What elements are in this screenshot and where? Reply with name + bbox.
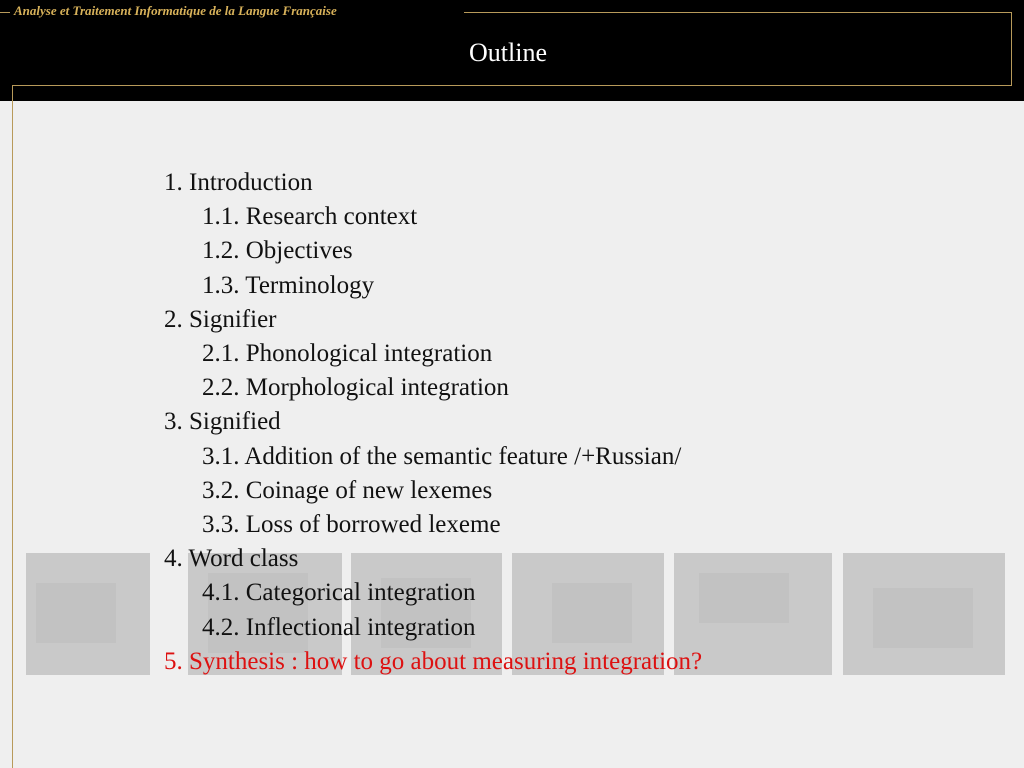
outline-item-1-1: 1.1. Research context <box>202 203 418 231</box>
frame-line-left <box>12 85 13 768</box>
outline-item-4-2: 4.2. Inflectional integration <box>202 613 476 641</box>
frame-line-top-left <box>0 12 10 13</box>
frame-line-top-right <box>464 12 1012 13</box>
outline-item-2-1: 2.1. Phonological integration <box>202 340 493 368</box>
frame-line-header-bottom <box>12 85 1012 86</box>
outline-item-5-current: 5. Synthesis : how to go about measuring integration? <box>164 647 703 675</box>
outline-item-3-3: 3.3. Loss of borrowed lexeme <box>202 511 501 539</box>
slide-title: Outline <box>469 38 547 67</box>
outline-item-1: 1. Introduction <box>164 169 313 196</box>
background-photo-tile <box>843 553 1005 675</box>
outline-item-3-2: 3.2. Coinage of new lexemes <box>202 476 493 504</box>
background-photo-tile <box>26 553 150 675</box>
outline-item-2-2: 2.2. Morphological integration <box>202 374 509 402</box>
outline-item-3: 3. Signified <box>164 408 281 436</box>
outline-item-4-1: 4.1. Categorical integration <box>202 579 476 607</box>
outline-list <box>164 166 702 679</box>
outline-item-1-2: 1.2. Objectives <box>202 237 353 265</box>
outline-item-4: 4. Word class <box>164 545 299 573</box>
outline-item-2: 2. Signifier <box>164 305 277 333</box>
course-title: Analyse et Traitement Informatique de la Langue Française <box>14 3 337 18</box>
outline-item-3-1: 3.1. Addition of the semantic feature /+Russian/ <box>202 442 682 470</box>
outline-item-1-3: 1.3. Terminology <box>202 271 375 299</box>
